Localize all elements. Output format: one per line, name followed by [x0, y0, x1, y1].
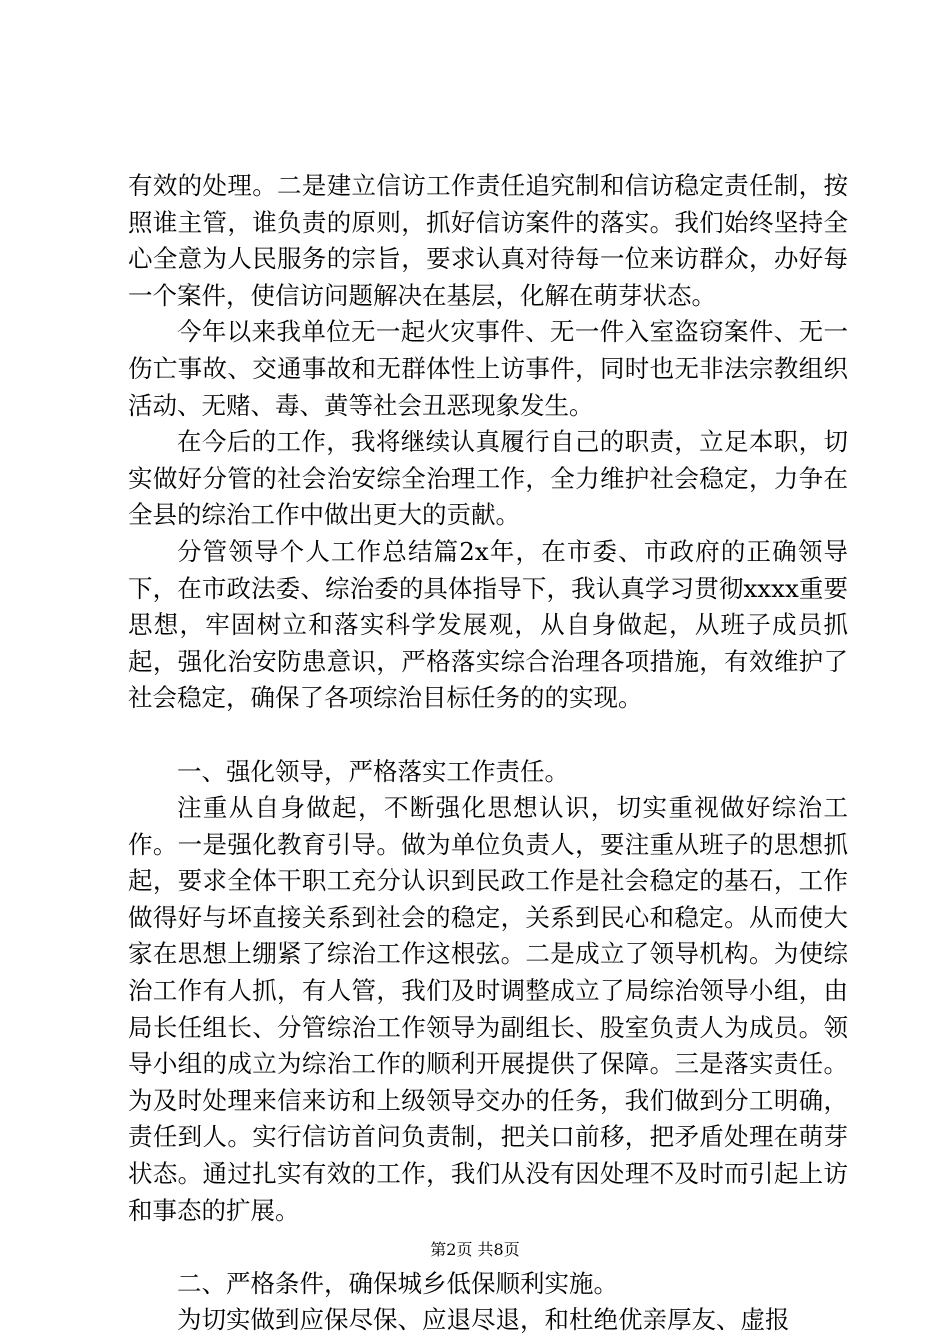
section-heading-two: 二、严格条件，确保城乡低保顺利实施。: [177, 1268, 618, 1298]
page-footer: 第2页 共8页: [430, 1240, 520, 1259]
paragraph-summary-intro: 分管领导个人工作总结篇2x年，在市委、市政府的正确领导下，在市政法委、综治委的具体指导下，我认真学习贯彻xxxx重要思想，牢固树立和落实科学发展观，从自身做起，从班子成员抓起，强化治安防患意识，严格落实综合治理各项措施，有效维护了社会稳定，确保了各项综治目标任务的的实现。: [128, 536, 849, 713]
paragraph-safety-record: 今年以来我单位无一起火灾事件、无一件入室盗窃案件、无一伤亡事故、交通事故和无群体性上访事件，同时也无非法宗教组织活动、无赌、毒、黄等社会丑恶现象发生。: [128, 317, 848, 420]
paragraph-continuation: 有效的处理。二是建立信访工作责任追究制和信访稳定责任制，按照谁主管，谁负责的原则，抓好信访案件的落实。我们始终坚持全心全意为人民服务的宗旨，要求认真对待每一位来访群众，办好每一个案件，使信访问题解决在基层，化解在萌芽状态。: [128, 171, 848, 310]
paragraph-section-one: 注重从自身做起，不断强化思想认识，切实重视做好综治工作。一是强化教育引导。做为单位负责人，要注重从班子的思想抓起，要求全体干职工充分认识到民政工作是社会稳定的基石，工作做得好与坏直接关系到社会的稳定，关系到民心和稳定。从而使大家在思想上绷紧了综治工作这根弦。二是成立了领导机构。为使综治工作有人抓，有人管，我们及时调整成立了局综治领导小组，由局长任组长、分管综治工作领导为副组长、股室负责人为成员。领导小组的成立为综治工作的顺利开展提供了保障。三是落实责任。为及时处理来信来访和上级领导交办的任务，我们做到分工明确，责任到人。实行信访首问负责制，把关口前移，把矛盾处理在萌芽状态。通过扎实有效的工作，我们从没有因处理不及时而引起上访和事态的扩展。: [128, 793, 848, 1225]
section-heading-one: 一、强化领导，严格落实工作责任。: [177, 756, 569, 786]
document-body: [128, 168, 848, 1339]
paragraph-future-work: 在今后的工作，我将继续认真履行自己的职责，立足本职，切实做好分管的社会治安综全治理工作，全力维护社会稳定，力争在全县的综治工作中做出更大的贡献。: [128, 427, 848, 530]
paragraph-section-two: 为切实做到应保尽保、应退尽退，和杜绝优亲厚友、虚报: [177, 1305, 790, 1335]
